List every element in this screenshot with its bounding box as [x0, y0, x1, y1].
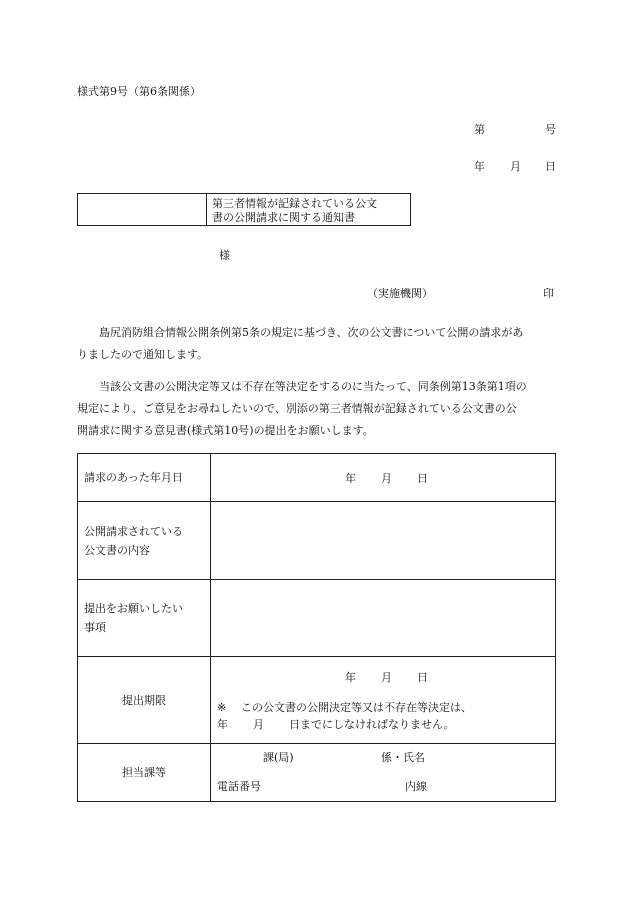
document-content-label-line-2: 公文書の内容 — [84, 543, 150, 557]
requested-items-value — [211, 580, 556, 657]
paragraph-request-line-3: 開請求に関する意見書(様式第10号)の提出をお願いします。 — [77, 424, 374, 437]
document-content-value — [211, 502, 556, 580]
request-date-day: 日 — [417, 472, 428, 485]
contact-extension: 内線 — [405, 780, 427, 793]
title-box-divider — [206, 194, 207, 225]
contact-phone: 電話番号 — [217, 780, 261, 793]
date-year: 年 — [474, 160, 485, 173]
deadline-note-year: 年 — [217, 718, 228, 731]
requested-items-label-line-2: 事項 — [84, 621, 106, 634]
addressee-suffix: 様 — [219, 249, 230, 262]
title-box — [77, 193, 411, 226]
deadline-year: 年 — [345, 671, 356, 684]
date-day: 日 — [545, 160, 556, 173]
deadline-day: 日 — [417, 671, 428, 684]
document-content-label — [78, 502, 211, 580]
table-row-request-date — [78, 454, 556, 502]
document-title — [212, 197, 377, 225]
request-date-label: 請求のあった年月日 — [78, 454, 211, 502]
request-date-year: 年 — [345, 472, 356, 485]
date-month: 月 — [510, 160, 521, 173]
request-date-month: 月 — [381, 472, 392, 485]
title-line-2: 書の公開請求に関する通知書 — [212, 211, 355, 224]
table-row-requested-items — [78, 580, 556, 657]
notice-form-table — [77, 453, 556, 802]
paragraph-notice — [77, 322, 557, 366]
deadline-note-month: 月 — [253, 718, 264, 731]
deadline-note-line-1: この公文書の公開決定等又は不存在等決定は、 — [241, 701, 472, 714]
agency-label: （実施機関） — [367, 287, 433, 300]
requested-items-label-line-1: 提出をお願いしたい — [84, 602, 183, 615]
requested-items-label — [78, 580, 211, 657]
deadline-month: 月 — [381, 671, 392, 684]
seal-mark: 印 — [543, 287, 554, 300]
form-number: 様式第9号（第6条関係） — [77, 85, 201, 98]
deadline-value — [211, 657, 556, 744]
table-row-deadline — [78, 657, 556, 744]
paragraph-request — [77, 376, 557, 442]
table-row-contact — [78, 744, 556, 802]
table-row-document-content — [78, 502, 556, 580]
contact-label: 担当課等 — [78, 744, 211, 802]
paragraph-notice-line-1: 島尻消防組合情報公開条例第5条の規定に基づき、次の公文書について公開の請求があ — [99, 326, 524, 339]
doc-number-suffix: 号 — [545, 123, 556, 136]
deadline-note-tail: 日までにしなければなりません。 — [289, 718, 455, 731]
document-content-label-line-1: 公開請求されている — [84, 524, 183, 538]
contact-value — [211, 744, 556, 802]
contact-staff-name: 係・氏名 — [381, 751, 425, 764]
deadline-note-mark: ※ — [217, 701, 227, 714]
paragraph-request-line-1: 当該公文書の公開決定等又は不存在等決定をするのに当たって、同条例第13条第1項の — [99, 380, 527, 393]
title-line-1: 第三者情報が記録されている公文 — [212, 197, 377, 210]
deadline-label: 提出期限 — [78, 657, 211, 744]
contact-department: 課(局) — [263, 751, 294, 764]
paragraph-notice-line-2: りましたので通知します。 — [77, 348, 209, 361]
doc-number-prefix: 第 — [474, 123, 485, 136]
request-date-value — [211, 454, 556, 502]
paragraph-request-line-2: 規定により、ご意見をお尋ねしたいので、別添の第三者情報が記録されている公文書の公 — [77, 402, 517, 415]
